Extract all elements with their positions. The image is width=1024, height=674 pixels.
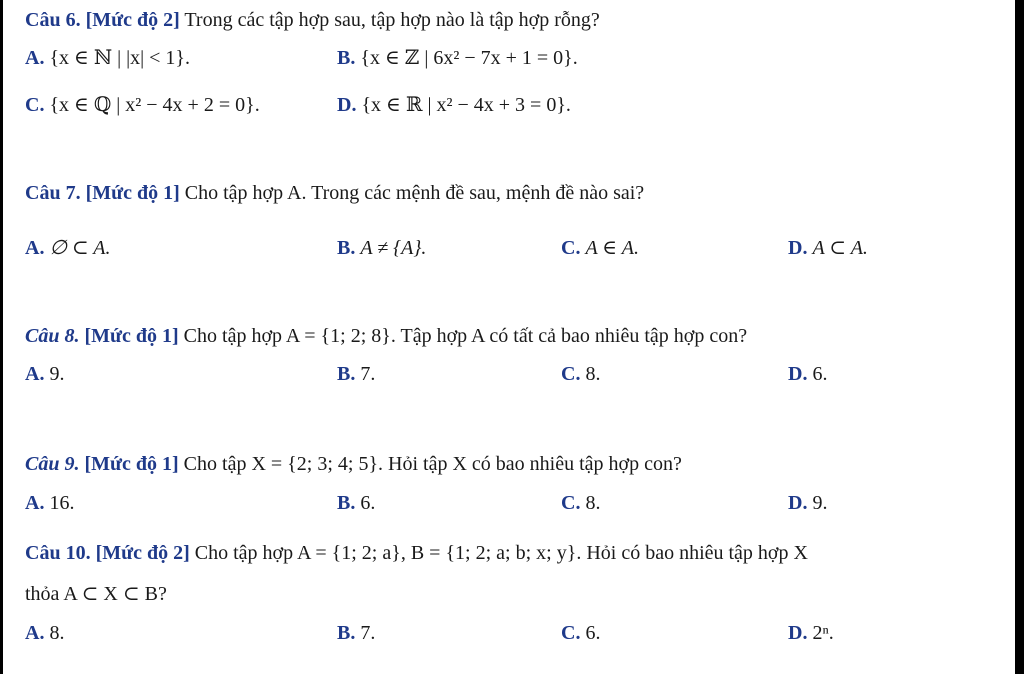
q6-option-c: C. {x ∈ ℚ | x² − 4x + 2 = 0}. [25,94,260,116]
q8-option-c: C. 8. [561,363,601,385]
option-value: A ⊂ A. [812,237,868,259]
q8-option-d: D. 6. [788,363,828,385]
question-7-stem [25,180,644,206]
q7-option-a: A. ∅ ⊂ A. [25,237,111,259]
question-number: Câu 9. [25,453,80,475]
option-value: 8. [585,492,601,514]
q9-option-b: B. 6. [337,492,376,514]
question-number: Câu 8. [25,325,80,347]
option-value: 8. [49,622,65,644]
difficulty-level: [Mức độ 1] [84,453,179,475]
question-text: Cho tập hợp A = {1; 2; a}, B = {1; 2; a; b; x; y}. Hỏi có bao nhiêu tập hợp X [194,542,808,564]
question-10-stem-cont [25,581,167,607]
q9-option-d: D. 9. [788,492,828,514]
question-text: Cho tập X = {2; 3; 4; 5}. Hỏi tập X có bao nhiêu tập hợp con? [183,453,682,475]
q10-option-c: C. 6. [561,622,601,644]
option-value: A ≠ {A}. [360,237,427,259]
question-text: Cho tập hợp A = {1; 2; 8}. Tập hợp A có tất cả bao nhiêu tập hợp con? [183,325,748,347]
option-value: 6. [585,622,601,644]
q7-option-b: B. A ≠ {A}. [337,237,427,259]
option-value: 9. [812,492,828,514]
q10-option-a: A. 8. [25,622,65,644]
question-number: Câu 10. [25,542,91,564]
q7-option-c: C. A ∈ A. [561,237,639,259]
q6-option-d: D. {x ∈ ℝ | x² − 4x + 3 = 0}. [337,94,571,116]
q6-option-a: A. {x ∈ ℕ | |x| < 1}. [25,47,191,69]
q10-option-b: B. 7. [337,622,376,644]
q10-option-d: D. 2ⁿ. [788,622,834,644]
option-value: {x ∈ ℕ | |x| < 1}. [49,47,191,69]
option-value: ∅ ⊂ A. [49,237,111,259]
difficulty-level: [Mức độ 1] [84,325,179,347]
option-value: {x ∈ ℤ | 6x² − 7x + 1 = 0}. [360,47,578,69]
question-text: Trong các tập hợp sau, tập hợp nào là tập hợp rỗng? [184,9,600,31]
q6-option-b: B. {x ∈ ℤ | 6x² − 7x + 1 = 0}. [337,47,578,69]
question-text: Cho tập hợp A. Trong các mệnh đề sau, mệnh đề nào sai? [184,182,645,204]
question-8-stem [25,323,747,349]
question-10-stem [25,540,808,566]
question-number: Câu 7. [25,182,81,204]
difficulty-level: [Mức độ 2] [95,542,190,564]
difficulty-level: [Mức độ 1] [85,182,180,204]
difficulty-level: [Mức độ 2] [85,9,180,31]
option-value: 16. [49,492,75,514]
option-value: 8. [585,363,601,385]
q9-option-a: A. 16. [25,492,75,514]
option-value: 7. [360,622,376,644]
q8-option-b: B. 7. [337,363,376,385]
option-value: {x ∈ ℚ | x² − 4x + 2 = 0}. [49,94,260,116]
question-text-cont: thỏa A ⊂ X ⊂ B? [25,583,167,605]
option-value: 9. [49,363,65,385]
question-6-stem [25,7,600,33]
option-value: 2ⁿ. [812,622,834,644]
option-value: A ∈ A. [585,237,639,259]
option-value: {x ∈ ℝ | x² − 4x + 3 = 0}. [361,94,571,116]
q7-option-d: D. A ⊂ A. [788,237,868,259]
q8-option-a: A. 9. [25,363,65,385]
document-page [3,0,1015,674]
option-value: 6. [812,363,828,385]
question-number: Câu 6. [25,9,81,31]
option-value: 6. [360,492,376,514]
q9-option-c: C. 8. [561,492,601,514]
question-9-stem [25,451,682,477]
option-value: 7. [360,363,376,385]
